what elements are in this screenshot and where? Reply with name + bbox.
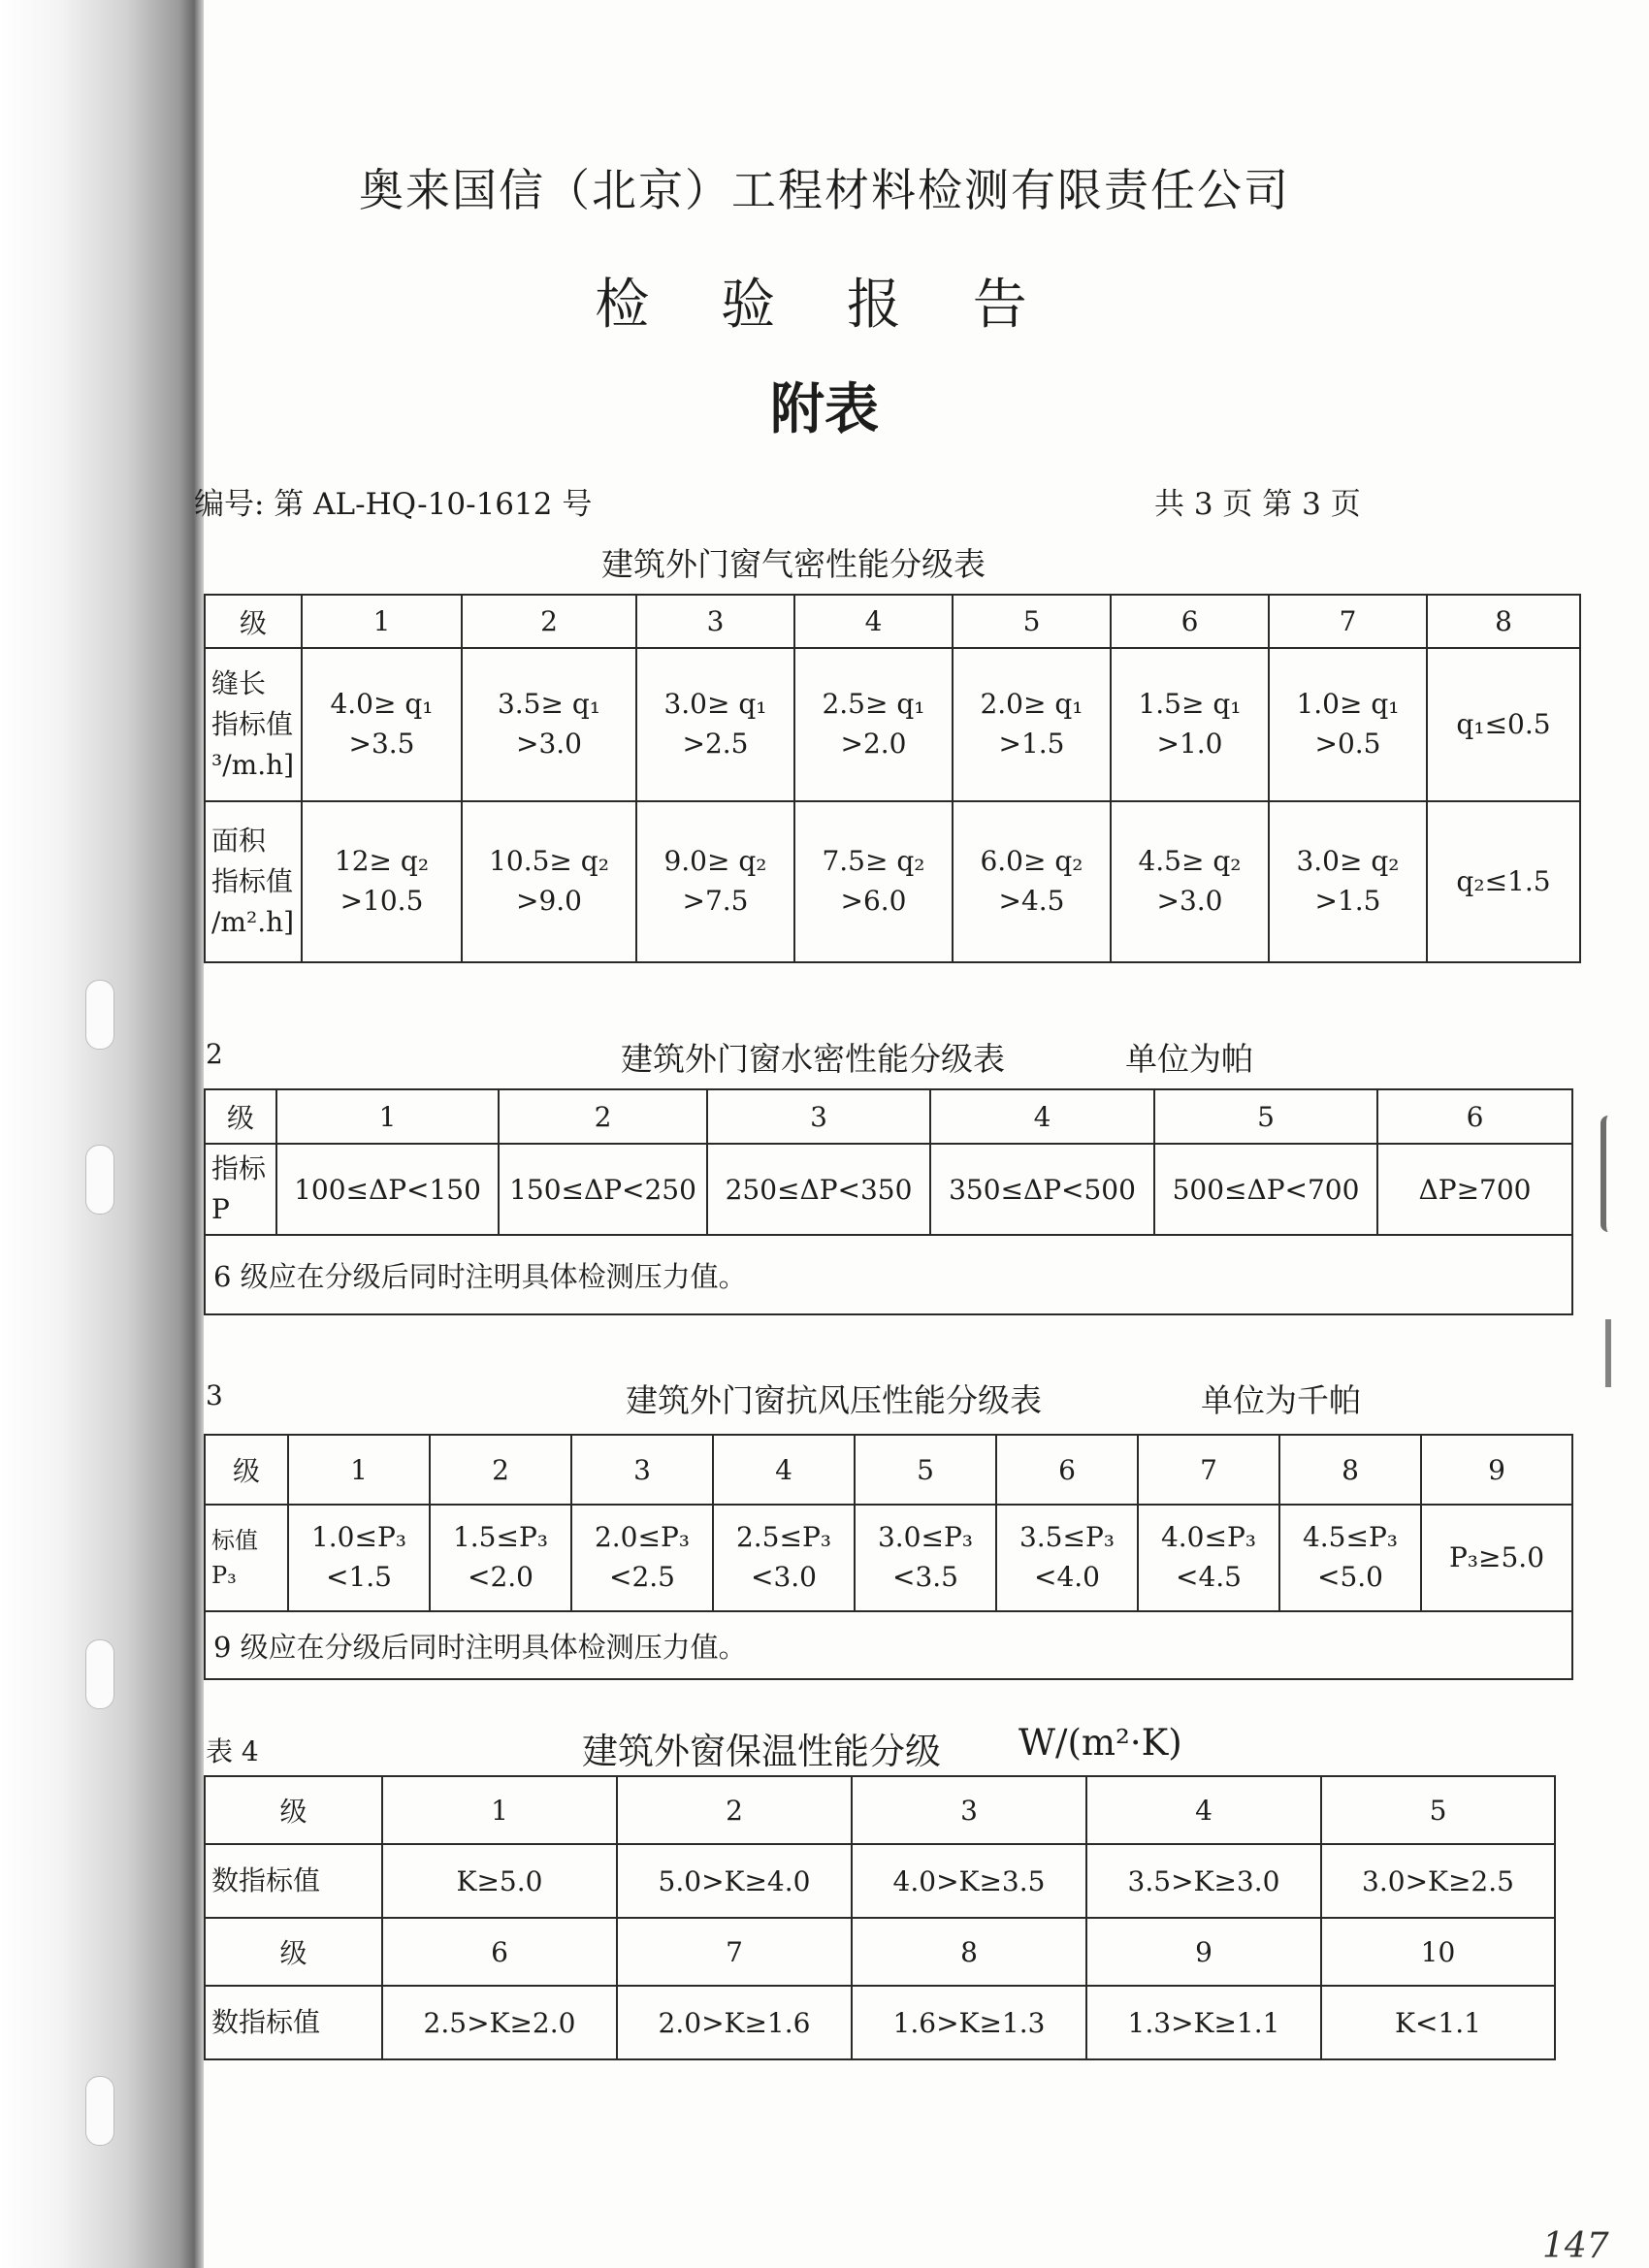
table4-title: 建筑外窗保温性能分级 [582,1731,941,1772]
cell-line: q₁≤0.5 [1456,707,1551,740]
cell-line: 3.0≥ q₁ [663,688,767,721]
grade-header-cell: 7 [1138,1435,1279,1505]
grade-header-cell: 3 [571,1435,713,1505]
row-label-line: ³/m.h] [211,749,295,781]
table2-header-label: 级 [205,1089,276,1144]
grade-header-cell: 8 [1279,1435,1421,1505]
cell-line: >6.0 [840,885,907,917]
grade-header-cell: 3 [852,1776,1086,1844]
area-value-cell [1269,801,1427,962]
seam-length-value-cell [953,648,1111,801]
table2-title: 建筑外门窗水密性能分级表 [621,1040,1005,1078]
cell-line: 3.0≤P₃ [877,1521,974,1554]
table1-header-label: 级 [205,595,302,648]
cell-line: <4.5 [1176,1561,1242,1593]
cell-line: 6.0≥ q₂ [980,845,1083,878]
row-label-line: 指标值 [211,708,294,740]
grade-header-cell: 6 [1377,1089,1572,1144]
table4-number: 表 4 [206,1735,259,1767]
row-label-line: 缝长 [211,667,267,699]
table4-grade-label: 级 [205,1918,382,1986]
grade-header-cell: 9 [1421,1435,1572,1505]
grade-header-cell: 7 [617,1918,852,1986]
thermal-value-cell: K<1.1 [1321,1986,1555,2059]
grade-header-cell: 4 [1086,1776,1321,1844]
grade-header-cell: 4 [930,1089,1154,1144]
thermal-value-cell: 1.3>K≥1.1 [1086,1986,1321,2059]
water-value-cell: ΔP≥700 [1377,1144,1572,1235]
thermal-value-cell: K≥5.0 [382,1844,617,1918]
cell-line: 4.0≥ q₁ [330,688,434,721]
wind-value-cell [430,1505,571,1611]
cell-line: <2.5 [609,1561,675,1593]
table2-number: 2 [206,1038,223,1070]
cell-line: >10.5 [340,885,424,917]
cell-line: >2.5 [682,728,749,760]
seam-length-value-cell [794,648,953,801]
cell-line: 7.5≥ q₂ [822,845,925,878]
grade-header-cell: 5 [1154,1089,1377,1144]
water-value-cell: 350≤ΔP<500 [930,1144,1154,1235]
row-label-line: 面积 [211,825,267,857]
cell-line: >7.5 [682,885,749,917]
grade-header-cell: 1 [276,1089,499,1144]
grade-header-cell: 2 [617,1776,852,1844]
area-value-cell [794,801,953,962]
seam-length-value-cell [636,648,794,801]
cell-line: P₃≥5.0 [1448,1540,1545,1573]
report-title: 检 验 报 告 [595,274,1054,337]
grade-header-cell: 1 [382,1776,617,1844]
cell-line: <3.0 [751,1561,817,1593]
cell-line: <4.0 [1034,1561,1100,1593]
area-value-cell [953,801,1111,962]
cell-line: 1.0≥ q₁ [1296,688,1400,721]
stamp-fragment [1605,1319,1638,1387]
table3-note: 9 级应在分级后同时注明具体检测压力值。 [205,1611,1572,1679]
cell-line: 1.5≥ q₁ [1138,688,1242,721]
cell-line: 1.0≤P₃ [310,1521,407,1554]
handwritten-page-number: 147 [1542,2226,1609,2266]
table1-row2-label [205,801,302,962]
cell-line: >0.5 [1314,728,1381,760]
table3-unit: 单位为千帕 [1201,1381,1361,1419]
cell-line: <2.0 [468,1561,534,1593]
page-info: 共 3 页 第 3 页 [1154,487,1361,522]
grade-header-cell: 2 [430,1435,571,1505]
cell-line: 4.5≥ q₂ [1138,845,1242,878]
cell-line: >3.5 [348,728,415,760]
table4-value-label: 数指标值 [205,1844,382,1918]
wind-value-cell [1138,1505,1279,1611]
grade-header-cell: 6 [1111,595,1269,648]
cell-line: >1.5 [998,728,1065,760]
grade-header-cell: 5 [855,1435,996,1505]
stamp-fragment [1600,1116,1635,1232]
grade-header-cell: 5 [1321,1776,1555,1844]
table3-number: 3 [206,1379,223,1411]
row-label-line: 指标 [211,1152,267,1184]
row-label-line: 指标值 [211,865,294,897]
grade-header-cell: 3 [636,595,794,648]
table4-grade-label: 级 [205,1776,382,1844]
grade-header-cell: 4 [794,595,953,648]
table2-row-label [205,1144,276,1235]
table1-title: 建筑外门窗气密性能分级表 [601,545,986,583]
cell-line: <5.0 [1317,1561,1383,1593]
grade-header-cell: 8 [852,1918,1086,1986]
air-tightness-table [204,594,1581,963]
row-label-line: /m².h] [211,906,295,938]
cell-line: 3.0≥ q₂ [1296,845,1400,878]
thermal-value-cell: 3.0>K≥2.5 [1321,1844,1555,1918]
cell-line: >2.0 [840,728,907,760]
cell-line: 10.5≥ q₂ [489,845,609,878]
seam-length-value-cell [462,648,636,801]
grade-header-cell: 2 [499,1089,707,1144]
cell-line: 3.5≥ q₁ [497,688,601,721]
cell-line: >3.0 [1156,885,1223,917]
cell-line: >3.0 [516,728,582,760]
water-value-cell: 100≤ΔP<150 [276,1144,499,1235]
cell-line: 4.5≤P₃ [1302,1521,1399,1554]
grade-header-cell: 3 [707,1089,930,1144]
table4-value-label: 数指标值 [205,1986,382,2059]
area-value-cell [302,801,462,962]
thermal-value-cell: 4.0>K≥3.5 [852,1844,1086,1918]
company-name: 奥来国信（北京）工程材料检测有限责任公司 [359,164,1290,216]
thermal-value-cell: 1.6>K≥1.3 [852,1986,1086,2059]
area-value-cell [636,801,794,962]
cell-line: 9.0≥ q₂ [663,845,767,878]
grade-header-cell: 7 [1269,595,1427,648]
cell-line: >4.5 [998,885,1065,917]
area-value-cell [1427,801,1580,962]
water-value-cell: 150≤ΔP<250 [499,1144,707,1235]
table3-row-label: 标值 P₃ [205,1505,288,1611]
cell-line: 3.5≤P₃ [1018,1521,1116,1554]
cell-line: 4.0≤P₃ [1160,1521,1257,1554]
row-label-line: P [211,1193,230,1225]
seam-length-value-cell [1111,648,1269,801]
seam-length-value-cell [1427,648,1580,801]
grade-header-cell: 6 [382,1918,617,1986]
area-value-cell [1111,801,1269,962]
water-tightness-table [204,1088,1573,1315]
cell-line: 2.0≤P₃ [594,1521,691,1554]
thermal-value-cell: 2.0>K≥1.6 [617,1986,852,2059]
appendix-title: 附表 [770,377,879,441]
cell-line: <1.5 [326,1561,392,1593]
grade-header-cell: 10 [1321,1918,1555,1986]
wind-value-cell [1421,1505,1572,1611]
grade-header-cell: 1 [288,1435,430,1505]
water-value-cell: 250≤ΔP<350 [707,1144,930,1235]
cell-line: <3.5 [892,1561,958,1593]
wind-pressure-table [204,1434,1573,1680]
area-value-cell [462,801,636,962]
wind-value-cell [288,1505,430,1611]
cell-line: 2.5≤P₃ [735,1521,832,1554]
table4-unit: W/(m²·K) [1018,1722,1182,1764]
wind-value-cell [571,1505,713,1611]
seam-length-value-cell [302,648,462,801]
cell-line: >1.0 [1156,728,1223,760]
thermal-value-cell: 5.0>K≥4.0 [617,1844,852,1918]
cell-line: >9.0 [516,885,582,917]
wind-value-cell [1279,1505,1421,1611]
cell-line: 2.5≥ q₁ [822,688,925,721]
wind-value-cell [855,1505,996,1611]
table2-note: 6 级应在分级后同时注明具体检测压力值。 [205,1235,1572,1314]
thermal-insulation-table [204,1775,1556,2060]
grade-header-cell: 8 [1427,595,1580,648]
cell-line: >1.5 [1314,885,1381,917]
seam-length-value-cell [1269,648,1427,801]
table1-row1-label [205,648,302,801]
grade-header-cell: 5 [953,595,1111,648]
cell-line: 12≥ q₂ [334,845,430,878]
cell-line: 1.5≤P₃ [452,1521,549,1554]
cell-line: 2.0≥ q₁ [980,688,1083,721]
cell-line: q₂≤1.5 [1456,864,1551,897]
thermal-value-cell: 2.5>K≥2.0 [382,1986,617,2059]
grade-header-cell: 2 [462,595,636,648]
table3-title: 建筑外门窗抗风压性能分级表 [626,1381,1042,1419]
grade-header-cell: 4 [713,1435,855,1505]
table3-header-label: 级 [205,1435,288,1505]
grade-header-cell: 6 [996,1435,1138,1505]
grade-header-cell: 9 [1086,1918,1321,1986]
table2-unit: 单位为帕 [1125,1040,1253,1078]
grade-header-cell: 1 [302,595,462,648]
thermal-value-cell: 3.5>K≥3.0 [1086,1844,1321,1918]
wind-value-cell [713,1505,855,1611]
water-value-cell: 500≤ΔP<700 [1154,1144,1377,1235]
wind-value-cell [996,1505,1138,1611]
report-number: 编号: 第 AL-HQ-10-1612 号 [194,487,593,522]
